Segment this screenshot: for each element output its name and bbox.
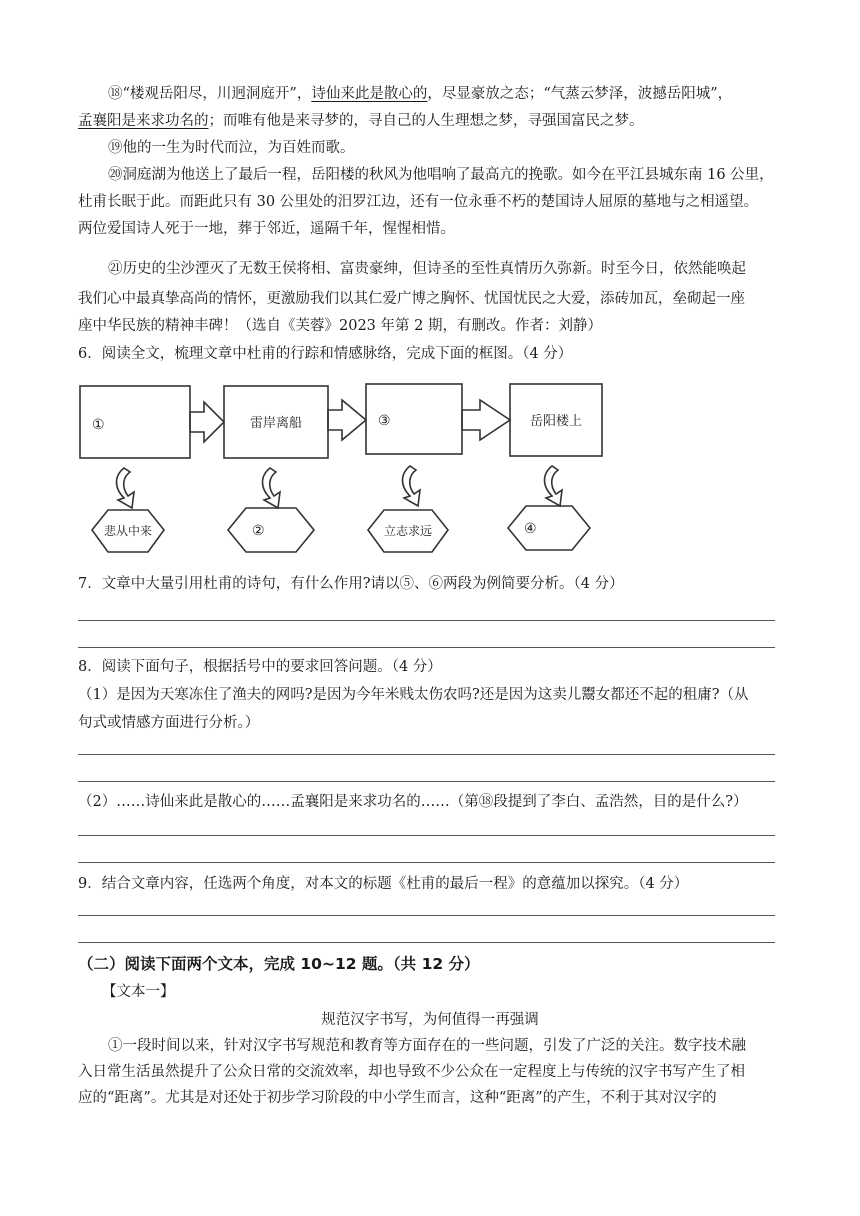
text-one-label: 【文本一】 [102,984,175,1000]
flow-arrow-2 [328,400,366,440]
flow-hexagon-4-label: ④ [524,521,537,537]
question-9: 9．结合文章内容，任选两个角度，对本文的标题《杜甫的最后一程》的意蕴加以探究。（4 分） [78,876,689,892]
flowchart-diagram [78,380,638,570]
paragraph-18-line-1 [108,84,732,104]
flow-box-4-label: 岳阳楼上 [529,414,583,429]
flow-hexagon-2-label: ② [252,523,265,539]
answer-line-q9-1[interactable] [78,915,775,916]
paragraph-20-line-3: 两位爱国诗人死于一地，葬于邻近，遥隔千年，惺惺相惜。 [78,221,455,237]
flow-hexagon-3-label: 立志求远 [383,524,433,538]
paragraph-21-line-2: 我们心中最真挚高尚的情怀，更激励我们以其仁爱广博之胸怀、忧国忧民之大爱，添砖加瓦，垒砌起一座 [78,291,745,307]
article-para-1-line-3: 应的“距离”。尤其是对还处于初步学习阶段的中小学生而言，这种“距离”的产生，不利于其对汉字的 [78,1090,717,1106]
down-arrow-4 [545,466,563,506]
p18-underlined-menghaoran: 孟襄阳是来求功名的 [78,113,209,129]
question-8-1-line-2: 句式或情感方面进行分析。） [78,715,260,731]
paragraph-19: ⑲他的一生为时代而泣，为百姓而歌。 [108,140,355,156]
paragraph-21-line-3: 座中华民族的精神丰碑！（选自《芙蓉》2023 年第 2 期，有删改。作者：刘静） [78,318,602,334]
article-title: 规范汉字书写，为何值得一再强调 [321,1012,539,1028]
flow-box-2-label: 雷岸离船 [249,416,303,431]
flow-hexagon-1-label: 悲从中来 [103,524,153,538]
paragraph-21-line-1: ㉑历史的尘沙湮灭了无数王侯将相、富贵豪绅，但诗圣的至性真情历久弥新。时至今日，依然能唤起 [108,261,746,277]
answer-line-q8-2a[interactable] [78,835,775,836]
flow-hexagon-2 [228,508,314,552]
question-8: 8．阅读下面句子，根据括号中的要求回答问题。（4 分） [78,659,442,675]
paragraph-18-line-2 [78,111,644,131]
answer-line-q9-2[interactable] [78,942,775,943]
p18-quote-1: ⑱“楼观岳阳尽，川迥洞庭开”， [108,86,312,102]
p18-quote-2: ，尽显豪放之态；“气蒸云梦泽，波撼岳阳城”， [427,86,733,102]
down-arrow-1 [117,468,135,508]
p18-underlined-libai: 诗仙来此是散心的 [311,86,428,102]
question-8-2: （2）……诗仙来此是散心的……孟襄阳是来求功名的……（第⑱段提到了李白、孟浩然，目的是什么?） [78,794,748,810]
flow-box-1-label: ① [92,417,105,433]
flow-hexagon-4 [508,506,590,550]
paragraph-20-line-1: ⑳洞庭湖为他送上了最后一程，岳阳楼的秋风为他唱响了最高亢的挽歌。如今在平江县城东南 16 公里， [108,167,774,183]
flow-box-3-label: ③ [378,413,391,429]
flow-arrow-3 [462,400,510,440]
answer-line-q7-2[interactable] [78,647,775,648]
article-para-1-line-1: ①一段时间以来，针对汉字书写规范和教育等方面存在的一些问题，引发了广泛的关注。数字技术融 [108,1038,746,1054]
flow-arrow-1 [190,402,224,442]
question-8-1-line-1: （1）是因为天寒冻住了渔夫的网吗?是因为今年米贱太伤农吗?还是因为这卖儿鬻女都还不起的租庸?（从 [78,687,749,703]
p18-tail: ；而唯有他是来寻梦的，寻自己的人生理想之梦，寻强国富民之梦。 [208,113,644,129]
answer-line-q8-2b[interactable] [78,862,775,863]
section-2-heading: （二）阅读下面两个文本，完成 10~12 题。（共 12 分） [78,955,480,973]
question-6: 6．阅读全文，梳理文章中杜甫的行踪和情感脉络，完成下面的框图。（4 分） [78,346,573,362]
question-7: 7．文章中大量引用杜甫的诗句，有什么作用?请以⑤、⑥两段为例简要分析。（4 分） [78,576,624,592]
answer-line-q8-1a[interactable] [78,754,775,755]
answer-line-q7-1[interactable] [78,620,775,621]
article-para-1-line-2: 入日常生活虽然提升了公众日常的交流效率，却也导致不少公众在一定程度上与传统的汉字书写产生了相 [78,1064,745,1080]
answer-line-q8-1b[interactable] [78,781,775,782]
down-arrow-3 [403,466,421,506]
paragraph-20-line-2: 杜甫长眠于此。而距此只有 30 公里处的汨罗江边，还有一位永垂不朽的楚国诗人屈原的墓地与之相遥望。 [78,194,759,210]
down-arrow-2 [263,468,281,508]
